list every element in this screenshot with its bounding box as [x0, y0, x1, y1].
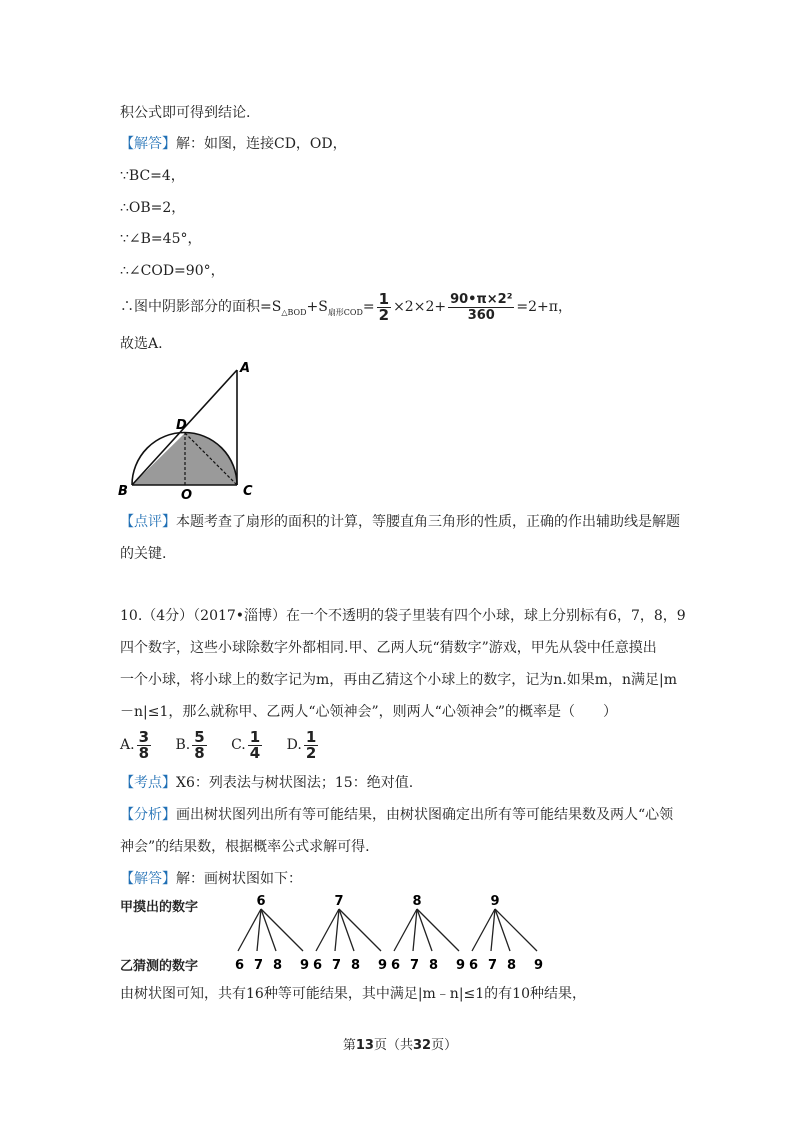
tree-leaf-8: 8 [351, 958, 361, 973]
tree-branch [339, 909, 381, 951]
text-line: 故选A. [120, 336, 163, 352]
label-o: O [181, 488, 193, 503]
tree-branch [339, 909, 354, 951]
option-b: B. $\frac{5}{8}$ [175, 727, 205, 762]
answer-text: 解：画树状图如下： [176, 871, 302, 887]
tree-leaf-6: 6 [313, 958, 323, 973]
comment-tag: 【点评】 [120, 514, 176, 530]
knowledge-point-text: X6：列表法与树状图法；15：绝对值. [176, 775, 414, 791]
text-line [120, 512, 680, 532]
question-line: 四个数字，这些小球除数字外都相同.甲、乙两人玩“猜数字”游戏，甲先从袋中任意摸出 [120, 640, 657, 656]
text-line [120, 869, 302, 889]
page-total: 32 [413, 1038, 432, 1053]
tree-branch [261, 909, 303, 951]
tree-root-6: 6 [256, 894, 266, 909]
page-number: 13 [355, 1038, 374, 1053]
tree-diagram [225, 893, 555, 973]
label-a: A [240, 361, 251, 376]
text-line: 积公式即可得到结论. [120, 105, 251, 121]
tree-branch [417, 909, 432, 951]
tree-branch [495, 909, 537, 951]
tree-leaf-7: 7 [254, 958, 264, 973]
tree-branch [261, 909, 276, 951]
formula-sub: △BOD [281, 307, 307, 317]
formula-text: +S [306, 299, 328, 315]
answer-tag: 【解答】 [120, 136, 176, 152]
text-line [120, 773, 413, 793]
analysis-text: 画出树状图列出所有等可能结果，由树状图确定出所有等可能结果数及两人“心领 [176, 807, 674, 823]
tree-root-7: 7 [334, 894, 344, 909]
tree-branch [495, 909, 510, 951]
text-line [120, 134, 347, 154]
formula-text: = [362, 299, 375, 315]
tree-label-bottom: 乙猜测的数字 [120, 959, 199, 974]
text-line: 由树状图可知，共有16种等可能结果，其中满足|m﹣n|≤1的有10种结果， [120, 986, 586, 1002]
text-line: 的关键. [120, 546, 167, 562]
question-line: －n|≤1，那么就称甲、乙两人“心领神会”，则两人“心领神会”的概率是（ ） [120, 704, 617, 720]
tree-leaf-9: 9 [534, 958, 544, 973]
analysis-tag: 【分析】 [120, 807, 176, 823]
geometry-figure [112, 358, 272, 503]
question-line: 一个小球，将小球上的数字记为m，再由乙猜这个小球上的数字，记为n.如果m，n满足|m [120, 672, 678, 688]
label-d: D [176, 418, 187, 433]
formula-text: ×2×2+ [393, 299, 447, 315]
tree-leaf-7: 7 [488, 958, 498, 973]
comment-text: 本题考查了扇形的面积的计算，等腰直角三角形的性质，正确的作出辅助线是解题 [176, 514, 680, 530]
text-line: ∵∠B=45°， [120, 231, 202, 247]
fraction-half: $\frac{1}{2}$ [378, 289, 390, 324]
tree-label-top: 甲摸出的数字 [120, 900, 199, 915]
tree-leaf-9: 9 [378, 958, 388, 973]
label-c: C [243, 484, 253, 499]
question-line: 10.（4分）（2017•淄博）在一个不透明的袋子里装有四个小球，球上分别标有6，7，8，9 [120, 608, 686, 624]
tree-leaf-6: 6 [391, 958, 401, 973]
option-c: C. $\frac{1}{4}$ [231, 727, 261, 762]
tree-leaf-8: 8 [429, 958, 439, 973]
answer-options [120, 728, 338, 762]
area-formula [120, 290, 572, 330]
tree-leaf-6: 6 [235, 958, 245, 973]
formula-text: ∴图中阴影部分的面积=S [120, 299, 282, 315]
tree-leaf-9: 9 [300, 958, 310, 973]
fraction-sector: $\frac{\text{90•π×2²}}{360}$ [450, 291, 513, 323]
tree-root-8: 8 [412, 894, 422, 909]
text-line [120, 805, 673, 825]
option-a: A. $\frac{3}{8}$ [120, 727, 149, 762]
tree-leaf-7: 7 [410, 958, 420, 973]
tree-leaf-8: 8 [273, 958, 283, 973]
text-line: ∴∠COD=90°， [120, 263, 225, 279]
tree-root-9: 9 [490, 894, 500, 909]
tree-leaf-9: 9 [456, 958, 466, 973]
knowledge-point-tag: 【考点】 [120, 775, 176, 791]
option-d: D. $\frac{1}{2}$ [286, 727, 317, 762]
answer-tag: 【解答】 [120, 871, 176, 887]
formula-text: =2+π， [516, 299, 572, 315]
text-line: ∴OB=2， [120, 200, 186, 216]
label-b: B [118, 484, 128, 499]
tree-leaf-6: 6 [469, 958, 479, 973]
tree-branch [417, 909, 459, 951]
formula-sub: 扇形COD [327, 307, 363, 317]
answer-text: 解：如图，连接CD，OD， [176, 136, 347, 152]
page-footer: 第13页（共32页） [342, 1038, 458, 1053]
tree-leaf-8: 8 [507, 958, 517, 973]
text-line: ∵BC=4， [120, 168, 185, 184]
tree-leaf-7: 7 [332, 958, 342, 973]
text-line: 神会”的结果数，根据概率公式求解可得. [120, 839, 370, 855]
